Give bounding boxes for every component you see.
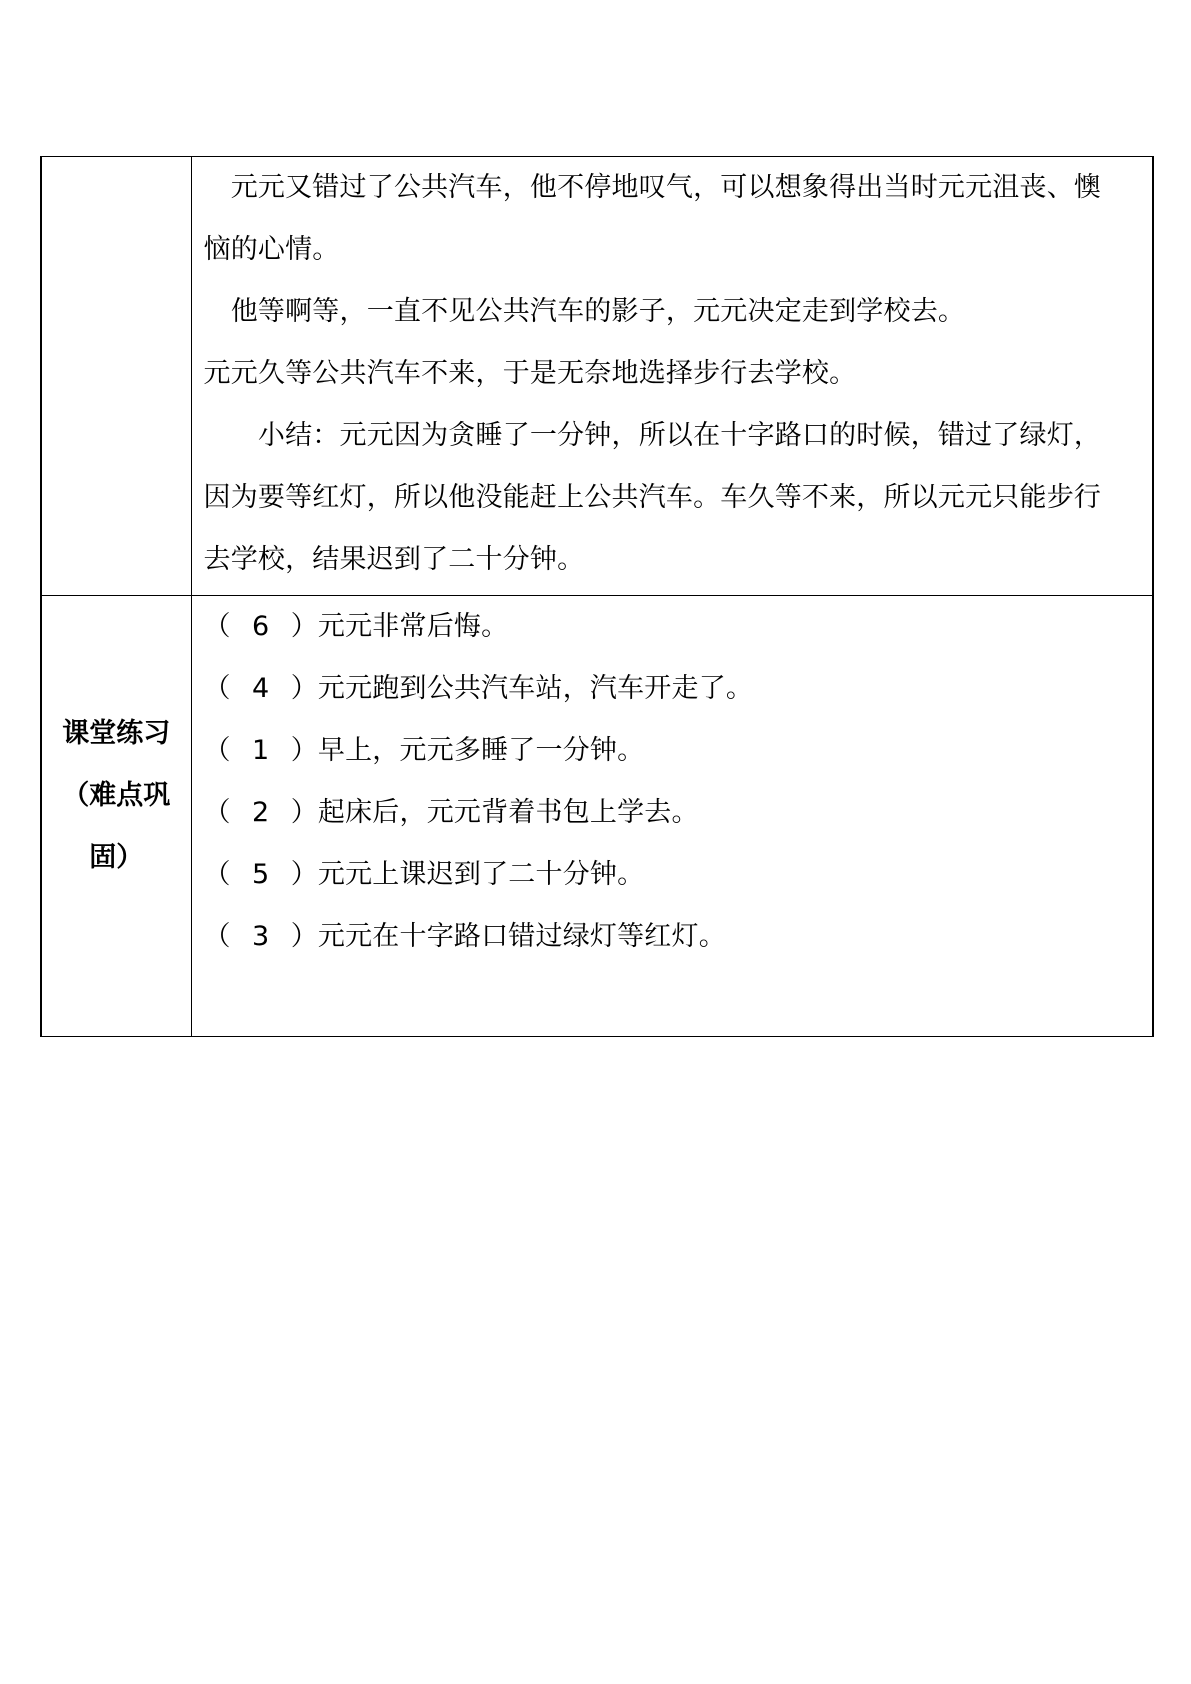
story-line: 他等啊等，一直不见公共汽车的影子，元元决定走到学校去。	[203, 296, 966, 327]
item-text: 元元在十字路口错过绿灯等红灯。	[317, 921, 726, 952]
open-paren: （	[203, 797, 231, 828]
open-paren: （	[203, 859, 231, 890]
close-paren: ）	[290, 859, 318, 890]
lesson-table	[40, 156, 1154, 1037]
practice-label-line: 固）	[89, 842, 144, 873]
item-text: 早上，元元多睡了一分钟。	[317, 735, 645, 766]
close-paren: ）	[290, 735, 318, 766]
order-number: 6	[252, 611, 270, 642]
story-line: 恼的心情。	[203, 234, 340, 265]
practice-item	[204, 720, 1153, 782]
open-paren: （	[203, 735, 231, 766]
story-content-cell	[191, 157, 1153, 596]
practice-label	[42, 703, 191, 889]
item-text: 元元跑到公共汽车站，汽车开走了。	[317, 673, 754, 704]
practice-label-line: （难点巩	[62, 780, 171, 811]
practice-row	[41, 596, 1153, 1037]
open-paren: （	[203, 611, 231, 642]
order-number: 2	[252, 797, 270, 828]
close-paren: ）	[290, 611, 318, 642]
summary-line: 小结：元元因为贪睡了一分钟，所以在十字路口的时候，错过了绿灯，	[203, 420, 1102, 451]
order-number: 1	[252, 735, 270, 766]
close-paren: ）	[290, 673, 318, 704]
practice-item	[204, 658, 1153, 720]
item-text: 元元上课迟到了二十分钟。	[317, 859, 645, 890]
summary-line: 去学校，结果迟到了二十分钟。	[203, 544, 585, 575]
practice-item	[204, 782, 1153, 844]
story-row	[41, 157, 1153, 596]
order-number: 4	[252, 673, 270, 704]
summary-line: 因为要等红灯，所以他没能赶上公共汽车。车久等不来，所以元元只能步行	[203, 482, 1102, 513]
item-text: 起床后，元元背着书包上学去。	[317, 797, 699, 828]
story-label-cell	[41, 157, 191, 596]
close-paren: ）	[290, 797, 318, 828]
practice-item	[204, 906, 1153, 968]
open-paren: （	[203, 673, 231, 704]
order-number: 5	[252, 859, 270, 890]
practice-content-cell	[191, 596, 1153, 1037]
item-text: 元元非常后悔。	[317, 611, 509, 642]
practice-label-line: 课堂练习	[62, 718, 171, 749]
practice-label-cell	[41, 596, 191, 1037]
practice-item	[204, 596, 1153, 658]
practice-item	[204, 844, 1153, 906]
open-paren: （	[203, 921, 231, 952]
close-paren: ）	[290, 921, 318, 952]
order-number: 3	[252, 921, 270, 952]
story-line: 元元又错过了公共汽车，他不停地叹气，可以想象得出当时元元沮丧、懊	[203, 172, 1102, 203]
story-line: 元元久等公共汽车不来，于是无奈地选择步行去学校。	[203, 358, 857, 389]
